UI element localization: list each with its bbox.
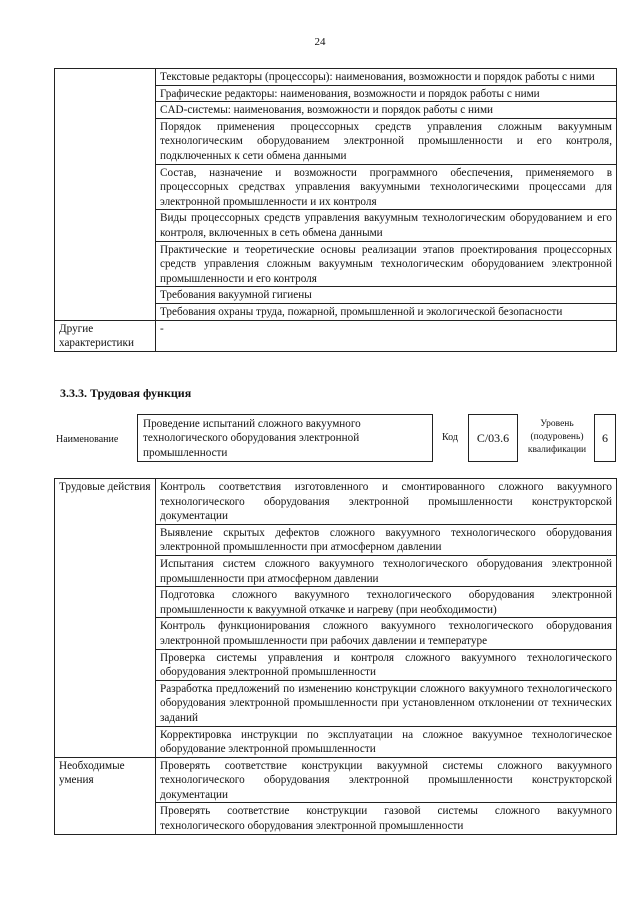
knowledge-item: CAD-системы: наименования, возможности и порядок работы с ними (156, 102, 617, 119)
qualification-level-label: Уровень (подуровень) квалификации (527, 419, 587, 455)
knowledge-item: Требования вакуумной гигиены (156, 287, 617, 304)
labor-action-item: Контроль соответствия изготовленного и смонтированного сложного вакуумного технологического оборудования электронной промышленности конструкторской документации (156, 479, 617, 525)
qualification-level-box: 6 (594, 414, 616, 462)
table-row (55, 320, 617, 351)
knowledge-item: Состав, назначение и возможности программного обеспечения, применяемого в процессорных средствах управления вакуумными технологическими процессами для электронной промышленности и их контроля (156, 164, 617, 210)
knowledge-item: Требования охраны труда, пожарной, промышленной и экологической безопасности (156, 303, 617, 320)
knowledge-item: Практические и теоретические основы реализации этапов проектирования процессорных средств управления сложным вакуумным технологическим оборудованием электронной промышленности и его контроля (156, 241, 617, 287)
name-label: Наименование (56, 434, 119, 445)
labor-actions-label: Трудовые действия (55, 479, 156, 758)
knowledge-item: Порядок применения процессорных средств управления сложным вакуумным технологическим оборудованием электронной промышленности и его контроля, подключенных к сети обмена данными (156, 118, 617, 164)
labor-action-item: Испытания систем сложного вакуумного технологического оборудования электронной промышленности при атмосферном давлении (156, 555, 617, 586)
other-characteristics-value: - (156, 320, 617, 351)
page-number: 24 (314, 36, 326, 48)
required-skills-label: Необходимые умения (55, 757, 156, 834)
knowledge-item: Виды процессорных средств управления вакуумным технологическим оборудованием и его контроля, включенных в сеть обмена данными (156, 210, 617, 241)
labor-action-item: Подготовка сложного вакуумного технологического оборудования электронной промышленности к вакуумной откачке и нагреву (при необходимости) (156, 587, 617, 618)
code-label: Код (442, 432, 458, 443)
skill-item: Проверять соответствие конструкции газовой системы сложного вакуумного технологического оборудования электронной промышленности (156, 803, 617, 834)
other-characteristics-label: Другие характеристики (55, 320, 156, 351)
table-row (55, 479, 617, 525)
labor-action-item: Разработка предложений по изменению конструкции сложного вакуумного технологического оборудования электронной промышленности при установленном отклонении от технических заданий (156, 680, 617, 726)
knowledge-item: Текстовые редакторы (процессоры): наименования, возможности и порядок работы с ними (156, 69, 617, 86)
labor-action-item: Проверка системы управления и контроля сложного вакуумного технологического оборудования электронной промышленности (156, 649, 617, 680)
function-name-box: Проведение испытаний сложного вакуумного технологического оборудования электронной промышленности (137, 414, 433, 462)
knowledge-item: Графические редакторы: наименования, возможности и порядок работы с ними (156, 85, 617, 102)
function-table (54, 478, 617, 835)
skill-item: Проверять соответствие конструкции вакуумной системы сложного вакуумного технологического оборудования электронной промышленности конструкторской документации (156, 757, 617, 803)
labor-action-item: Контроль функционирования сложного вакуумного технологического оборудования электронной промышленности при рабочих давлении и температуре (156, 618, 617, 649)
labor-action-item: Выявление скрытых дефектов сложного вакуумного технологического оборудования электронной промышленности при атмосферном давлении (156, 524, 617, 555)
table-row (55, 757, 617, 803)
code-box: С/03.6 (468, 414, 518, 462)
labor-action-item: Корректировка инструкции по эксплуатации на сложное вакуумное технологическое оборудование электронной промышленности (156, 726, 617, 757)
knowledge-table-continued (54, 68, 617, 352)
section-title: 3.3.3. Трудовая функция (60, 386, 192, 400)
table-row (55, 69, 617, 86)
row-label-cell (55, 69, 156, 321)
